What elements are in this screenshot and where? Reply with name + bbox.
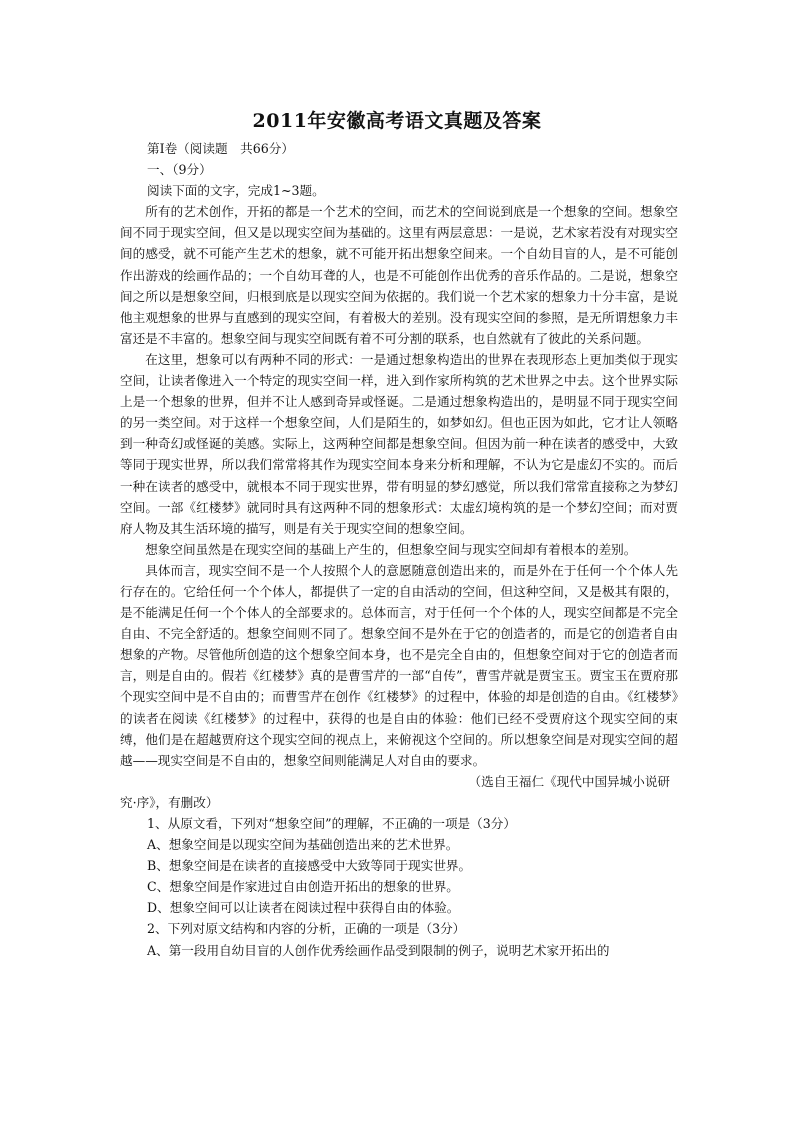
- source-citation-cont: 究·序》，有删改）: [120, 794, 219, 810]
- document-title: 2011年安徽高考语文真题及答案: [252, 110, 542, 132]
- document-body: [120, 138, 678, 961]
- passage-paragraph: 在这里，想象可以有两种不同的形式：一是通过想象构造出的世界在表现形态上更加类似于现实空间，让读者像进入一个特定的现实空间一样，进入到作家所构筑的艺术世界之中去。这个世界实际上是一个想象的世界，但并不让人感到奇异或怪诞。二是通过想象构造出的，是明显不同于现实空间的另一类空间。对于这样一个想象空间，人们是陌生的，如梦如幻。但也正因为如此，它才让人领略到一种奇幻或怪诞的美感。实际上，这两种空间都是想象空间。但因为前一种在读者的感受中，大致等同于现实世界，所以我们常常将其作为现实空间本身来分析和理解，不认为它是虚幻不实的。而后一种在读者的感受中，就根本不同于现实世界，带有明显的梦幻感觉，所以我们常常直接称之为梦幻空间。一部《红楼梦》就同时具有这两种不同的想象形式：太虚幻境构筑的是一个梦幻空间；而对贾府人物及其生活环境的描写，则是有关于现实空间的想象空间。: [120, 351, 678, 536]
- question-1-option-a: A、想象空间是以现实空间为基础创造出来的艺术世界。: [147, 837, 459, 853]
- passage-paragraph: 所有的艺术创作，开拓的都是一个艺术的空间，而艺术的空间说到底是一个想象的空间。想象空间不同于现实空间，但又是以现实空间为基础的。这里有两层意思：一是说，艺术家若没有对现实空间的感受，就不可能产生艺术的想象，就不可能开拓出想象空间来。一个自幼目盲的人，是不可能创作出游戏的绘画作品的；一个自幼耳聋的人，也是不可能创作出优秀的音乐作品的。二是说，想象空间之所以是想象空间，归根到底是以现实空间为依据的。我们说一个艺术家的想象力十分丰富，是说他主观想象的世界与直感到的现实空间，有着极大的差别。没有现实空间的参照，是无所谓想象力丰富还是不丰富的。想象空间与现实空间既有着不可分割的联系，也自然就有了彼此的关系问题。: [120, 204, 678, 346]
- question-2-option-a: A、第一段用自幼目盲的人创作优秀绘画作品受到限制的例子，说明艺术家开拓出的: [147, 942, 610, 958]
- part-heading: 一、（9分）: [147, 162, 212, 178]
- passage-paragraph: 具体而言，现实空间不是一个人按照个人的意愿随意创造出来的，而是外在于任何一个个体人先行存在的。它给任何一个个体人，都提供了一定的自由活动的空间，但这种空间，又是极其有限的，是不能满足任何一个个体人的全部要求的。总体而言，对于任何一个个体的人，现实空间都是不完全自由、不完全舒适的。想象空间则不同了。想象空间不是外在于它的创造者的，而是它的创造者自由想象的产物。尽管他所创造的这个想象空间本身，也不是完全自由的，但想象空间对于它的创造者而言，则是自由的。假若《红楼梦》真的是曹雪芹的一部“自传”，曹雪芹就是贾宝玉。贾宝玉在贾府那个现实空间中是不自由的；而曹雪芹在创作《红楼梦》的过程中，体验的却是创造的自由。《红楼梦》的读者在阅读《红楼梦》的过程中，获得的也是自由的体验：他们已经不受贾府这个现实空间的束缚，他们是在超越贾府这个现实空间的视点上，来俯视这个空间的。所以想象空间是对现实空间的超越——现实空间是不自由的，想象空间则能满足人对自由的要求。: [120, 562, 678, 768]
- question-1-option-c: C、想象空间是作家进过自由创造开拓出的想象的世界。: [147, 879, 459, 895]
- reading-instruction: 阅读下面的文字，完成1~3题。: [147, 183, 325, 199]
- section-header: 第Ⅰ卷（阅读题 共66分）: [147, 141, 294, 156]
- question-2-stem: 2、下列对原文结构和内容的分析，正确的一项是（3分）: [147, 921, 466, 937]
- question-1-option-d: D、想象空间可以让读者在阅读过程中获得自由的体验。: [147, 900, 460, 916]
- passage-paragraph: 想象空间虽然是在现实空间的基础上产生的，但想象空间与现实空间却有着根本的差别。: [145, 541, 637, 557]
- source-citation: （选自王福仁《现代中国异城小说研: [468, 773, 670, 789]
- question-1-option-b: B、想象空间是在读者的直接感受中大致等同于现实世界。: [147, 858, 472, 874]
- question-1-stem: 1、从原文看，下列对“想象空间”的理解，不正确的一项是（3分）: [147, 816, 516, 831]
